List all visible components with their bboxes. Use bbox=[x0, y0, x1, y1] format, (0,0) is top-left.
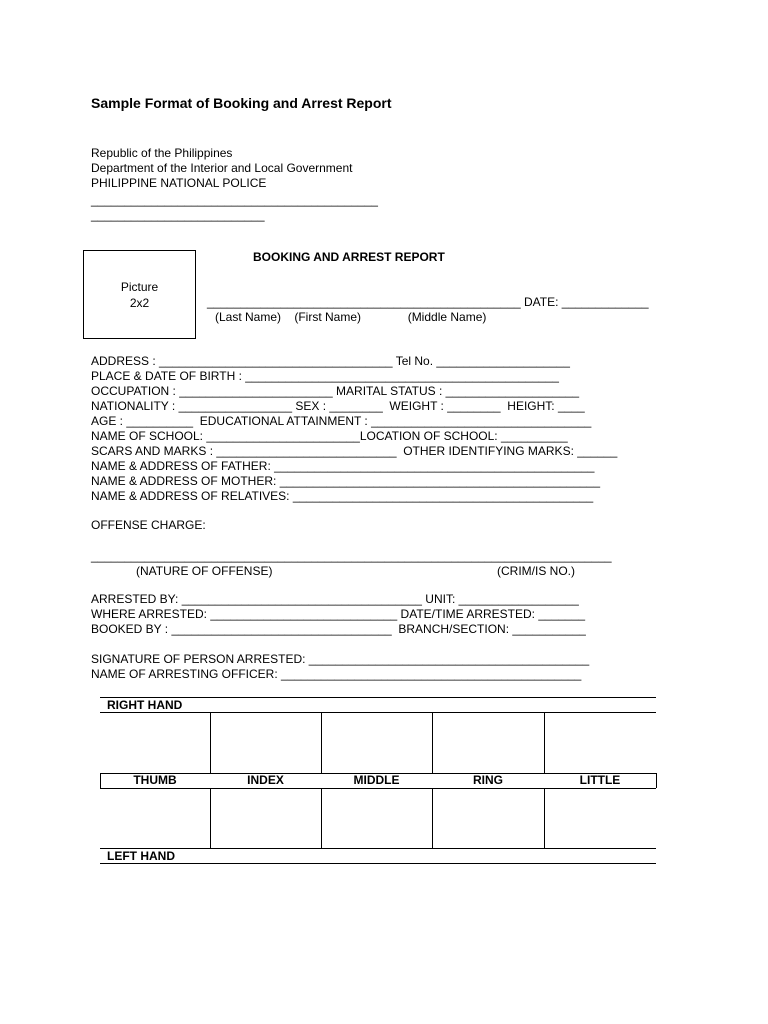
divider bbox=[432, 788, 433, 848]
divider bbox=[656, 773, 657, 788]
left-hand-label: LEFT HAND bbox=[107, 849, 175, 863]
picture-label: Picture bbox=[120, 280, 159, 294]
field-age: AGE : __________ EDUCATIONAL ATTAINMENT : _________________________________ bbox=[91, 414, 592, 428]
field-place-date-birth: PLACE & DATE OF BIRTH : _______________________________________________ bbox=[91, 369, 559, 383]
table-bottom-rule bbox=[100, 863, 656, 864]
divider bbox=[544, 788, 545, 848]
labels-bottom-rule bbox=[100, 788, 656, 789]
header-pnp: PHILIPPINE NATIONAL POLICE bbox=[91, 176, 267, 190]
field-mother: NAME & ADDRESS OF MOTHER: ________________________________________________ bbox=[91, 474, 601, 488]
left-hand-rule bbox=[100, 848, 656, 849]
divider bbox=[321, 788, 322, 848]
divider bbox=[210, 712, 211, 773]
field-school: NAME OF SCHOOL: _______________________LOCATION OF SCHOOL: __________ bbox=[91, 429, 568, 443]
table-top-rule bbox=[100, 697, 656, 698]
divider bbox=[321, 712, 322, 773]
header-department: Department of the Interior and Local Government bbox=[91, 161, 353, 175]
divider bbox=[210, 788, 211, 848]
field-booked-by: BOOKED BY : _________________________________ BRANCH/SECTION: ___________ bbox=[91, 622, 586, 636]
field-where-arrested: WHERE ARRESTED: ____________________________ DATE/TIME ARRESTED: _______ bbox=[91, 607, 586, 621]
finger-label-little: LITTLE bbox=[579, 773, 621, 787]
finger-label-middle: MIDDLE bbox=[353, 773, 400, 787]
document-title: Sample Format of Booking and Arrest Report bbox=[91, 95, 392, 111]
offense-line: ______________________________________________________________________________ bbox=[91, 549, 612, 563]
field-occupation: OCCUPATION : _______________________ MARITAL STATUS : ____________________ bbox=[91, 384, 580, 398]
finger-label-thumb: THUMB bbox=[133, 773, 177, 787]
field-address: ADDRESS : ___________________________________ Tel No. ____________________ bbox=[91, 354, 570, 368]
field-arresting-officer: NAME OF ARRESTING OFFICER: _____________________________________________ bbox=[91, 667, 582, 681]
report-title: BOOKING AND ARREST REPORT bbox=[253, 250, 445, 264]
finger-label-ring: RING bbox=[473, 773, 503, 787]
field-nationality: NATIONALITY : _________________ SEX : ________ WEIGHT : ________ HEIGHT: ____ bbox=[91, 399, 585, 413]
field-arrested-by: ARRESTED BY: ____________________________________ UNIT: __________________ bbox=[91, 592, 579, 606]
crim-is-no-label: (CRIM/IS NO.) bbox=[497, 564, 575, 578]
field-scars-marks: SCARS AND MARKS : ___________________________ OTHER IDENTIFYING MARKS: ______ bbox=[91, 444, 618, 458]
name-date-line: _______________________________________________ DATE: _____________ bbox=[207, 295, 649, 309]
field-relatives: NAME & ADDRESS OF RELATIVES: _____________________________________________ bbox=[91, 489, 594, 503]
header-republic: Republic of the Philippines bbox=[91, 146, 233, 160]
picture-box bbox=[83, 250, 196, 339]
header-blank-line-2: __________________________ bbox=[91, 208, 265, 222]
finger-label-index: INDEX bbox=[247, 773, 284, 787]
offense-charge-label: OFFENSE CHARGE: bbox=[91, 518, 206, 532]
field-signature-person-arrested: SIGNATURE OF PERSON ARRESTED: __________________________________________ bbox=[91, 652, 590, 666]
header-blank-line-1: ___________________________________________ bbox=[91, 193, 378, 207]
right-hand-rule bbox=[100, 712, 656, 713]
divider bbox=[432, 712, 433, 773]
field-father: NAME & ADDRESS OF FATHER: ________________________________________________ bbox=[91, 459, 595, 473]
right-hand-label: RIGHT HAND bbox=[107, 698, 183, 712]
picture-size-label: 2x2 bbox=[129, 296, 150, 310]
divider bbox=[544, 712, 545, 773]
name-labels: (Last Name) (First Name) (Middle Name) bbox=[215, 310, 487, 324]
nature-of-offense-label: (NATURE OF OFFENSE) bbox=[136, 564, 273, 578]
